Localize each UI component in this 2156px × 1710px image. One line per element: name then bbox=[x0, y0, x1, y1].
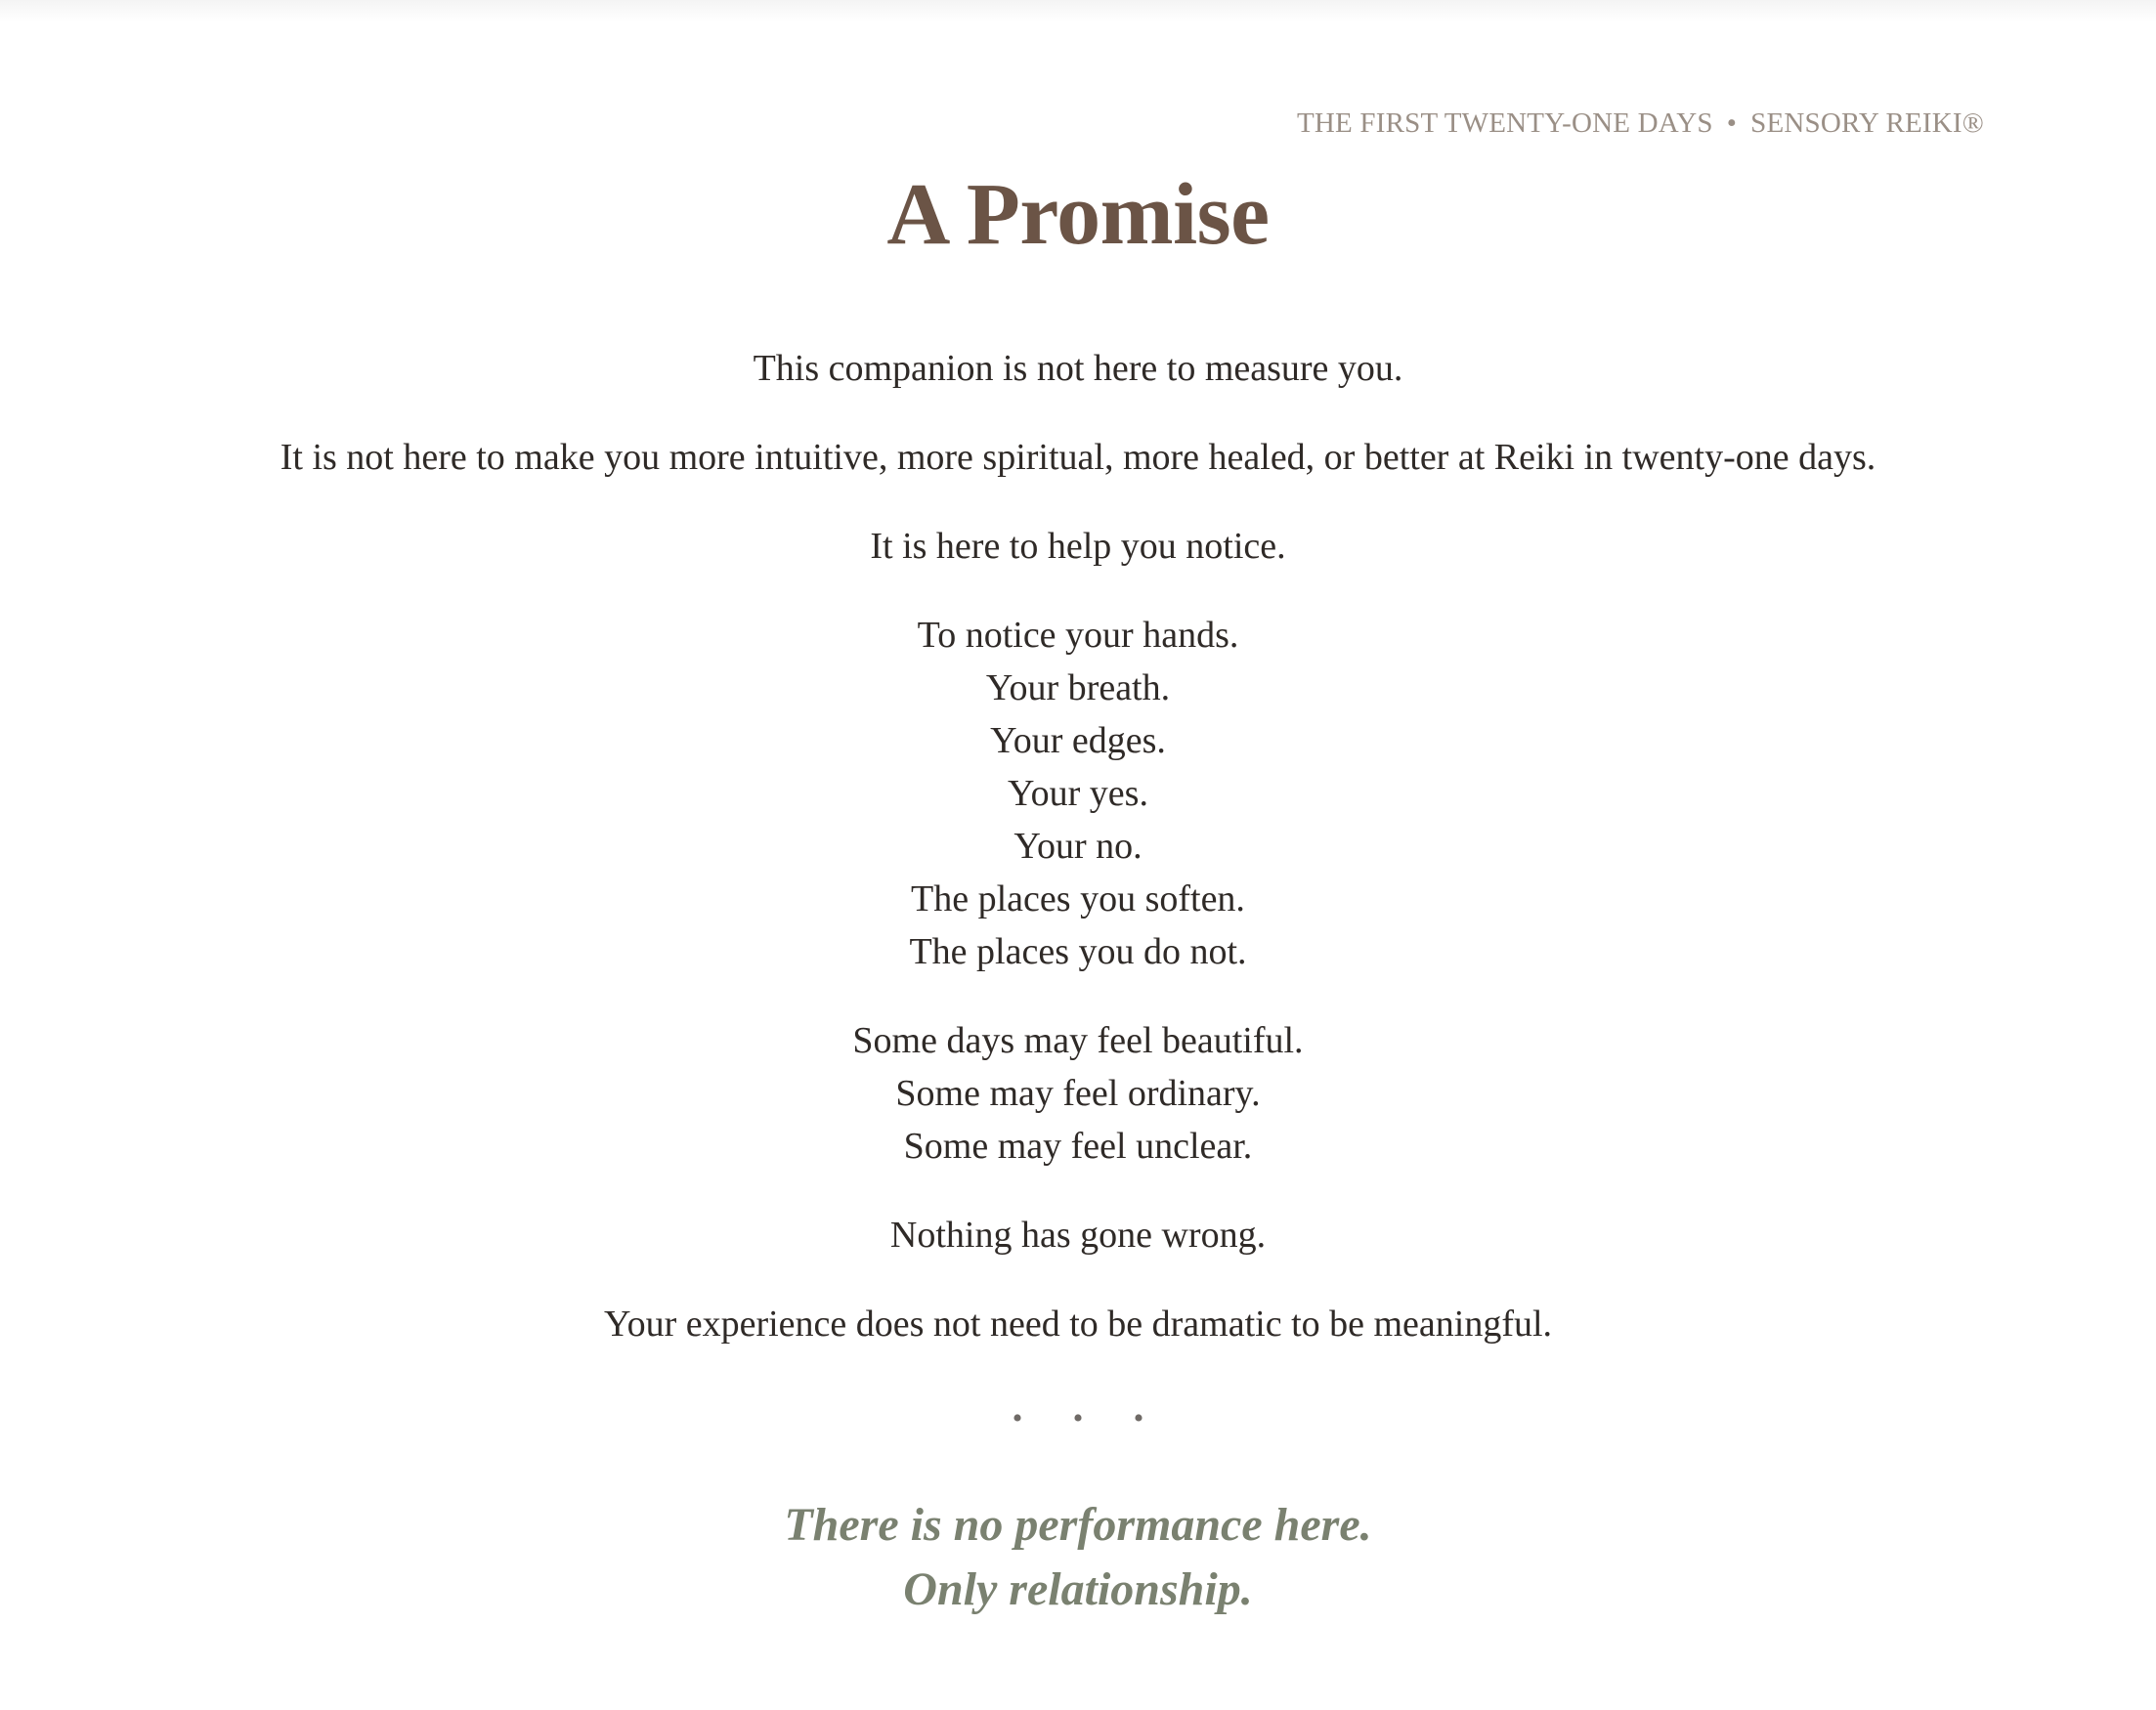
text-line: Some may feel unclear. bbox=[903, 1126, 1253, 1167]
text-line: It is here to help you notice. bbox=[870, 526, 1286, 567]
text-line: Some may feel ordinary. bbox=[895, 1073, 1261, 1114]
text-line: The places you soften. bbox=[911, 878, 1245, 919]
paragraph bbox=[0, 1298, 2156, 1350]
text-line: Your yes. bbox=[1008, 773, 1148, 814]
text-line: It is not here to make you more intuitive, more spiritual, more healed, or better at Reiki in twenty-one days. bbox=[280, 437, 1876, 478]
paragraph bbox=[0, 609, 2156, 978]
closing-line: There is no performance here. bbox=[784, 1499, 1372, 1551]
header-separator: • bbox=[1726, 107, 1738, 139]
text-line: Your edges. bbox=[990, 720, 1166, 761]
closing-statement bbox=[0, 1493, 2156, 1622]
paragraph bbox=[0, 520, 2156, 573]
paragraph bbox=[0, 342, 2156, 395]
text-line: To notice your hands. bbox=[917, 615, 1239, 656]
closing-line: Only relationship. bbox=[903, 1563, 1253, 1615]
text-line: This companion is not here to measure you. bbox=[753, 348, 1403, 389]
page-title: A Promise bbox=[886, 166, 1270, 263]
paragraph bbox=[0, 431, 2156, 484]
book-title: THE FIRST TWENTY-ONE DAYS bbox=[1296, 107, 1713, 139]
brand-name: SENSORY REIKI® bbox=[1750, 107, 1984, 139]
text-line: Some days may feel beautiful. bbox=[852, 1020, 1304, 1061]
paragraph bbox=[0, 1014, 2156, 1173]
text-line: Nothing has gone wrong. bbox=[889, 1215, 1267, 1256]
paragraph bbox=[0, 1209, 2156, 1261]
top-edge-shadow bbox=[0, 0, 2156, 21]
body-text bbox=[0, 342, 2156, 1387]
text-line: Your experience does not need to be dramatic to be meaningful. bbox=[603, 1304, 1553, 1345]
text-line: The places you do not. bbox=[909, 931, 1247, 972]
running-header bbox=[1297, 107, 1984, 140]
text-line: Your no. bbox=[1013, 826, 1143, 867]
section-divider: • • • bbox=[1012, 1402, 1166, 1434]
text-line: Your breath. bbox=[985, 667, 1171, 708]
